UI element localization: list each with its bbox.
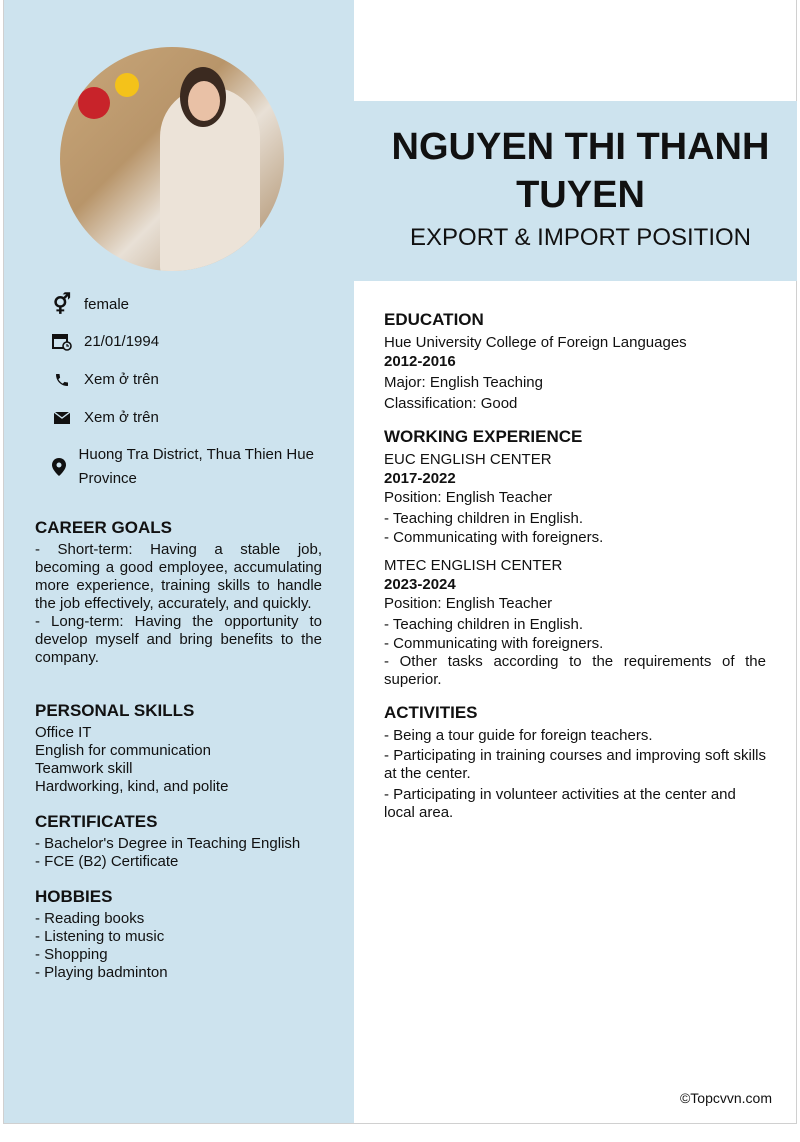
left-sidebar [4, 0, 354, 1123]
contact-gender [48, 292, 348, 317]
contact-phone [48, 368, 348, 392]
envelope-icon [48, 412, 76, 424]
cv-page [3, 0, 797, 1124]
education-classification: Classification: Good [384, 395, 518, 412]
birthday-value: 21/01/1994 [84, 333, 160, 350]
phone-icon [48, 372, 76, 388]
copyright-footer: ©Topcvvn.com [679, 1090, 772, 1106]
job-position: Position: English Teacher [384, 489, 553, 506]
job-company: EUC ENGLISH CENTER [384, 451, 552, 468]
education-heading: EDUCATION [384, 310, 484, 329]
profile-photo [60, 47, 284, 271]
photo-face [188, 81, 220, 121]
experience-section [384, 427, 766, 689]
photo-flower [115, 73, 139, 97]
activity-item: - Participating in training courses and improving soft skills at the center. [384, 747, 766, 782]
certificates-section [35, 812, 335, 871]
job-company: MTEC ENGLISH CENTER [384, 557, 563, 574]
location-pin-icon [48, 458, 71, 476]
contact-address [48, 443, 318, 491]
skill-item: English for communication [35, 742, 211, 759]
education-years: 2012-2016 [384, 353, 456, 370]
job-task: - Teaching children in English. [384, 510, 584, 527]
hobby-item: - Reading books [35, 910, 145, 927]
job-position: Position: English Teacher [384, 595, 553, 612]
certificates-heading: CERTIFICATES [35, 812, 158, 831]
education-major: Major: English Teaching [384, 374, 543, 391]
hobby-item: - Shopping [35, 946, 108, 963]
activity-item: - Being a tour guide for foreign teachers. [384, 727, 653, 744]
job-years: 2023-2024 [384, 576, 456, 593]
skill-item: Hardworking, kind, and polite [35, 778, 229, 795]
gender-icon: ⚥ [52, 294, 72, 316]
contact-email [48, 406, 348, 430]
activities-section [384, 703, 766, 822]
long-term-goal: - Long-term: Having the opportunity to develop myself and bring benefits to the company. [35, 613, 322, 666]
header-band [354, 101, 797, 281]
skill-item: Office IT [35, 724, 92, 741]
personal-skills-heading: PERSONAL SKILLS [35, 701, 195, 720]
photo-lantern [78, 87, 110, 119]
job-task: - Communicating with foreigners. [384, 635, 604, 652]
activity-item: - Participating in volunteer activities at the center and local area. [384, 786, 736, 821]
hobbies-section [35, 887, 335, 982]
gender-value: female [84, 295, 130, 313]
hobbies-heading: HOBBIES [35, 887, 113, 906]
calendar-icon [48, 333, 76, 351]
skill-item: Teamwork skill [35, 760, 133, 777]
school-name: Hue University College of Foreign Languages [384, 334, 687, 351]
candidate-name: NGUYEN THI THANH TUYEN [391, 126, 770, 216]
short-term-goal: - Short-term: Having a stable job, becoming a good employee, accumulating more experience, training skills to handle the job effectively, accurately, and quickly. [35, 541, 322, 612]
personal-skills-section [35, 701, 335, 796]
certificate-item: - FCE (B2) Certificate [35, 853, 179, 870]
hobby-item: - Listening to music [35, 928, 165, 945]
job-task: - Communicating with foreigners. [384, 529, 604, 546]
email-value: Xem ở trên [84, 409, 159, 426]
certificate-item: - Bachelor's Degree in Teaching English [35, 835, 301, 852]
job-task: - Teaching children in English. [384, 616, 584, 633]
job-entry [384, 450, 766, 547]
phone-value: Xem ở trên [84, 371, 159, 388]
address-value: Huong Tra District, Thua Thien Hue Province [78, 446, 314, 487]
contact-birthday [48, 330, 348, 354]
career-goals-section [35, 518, 322, 667]
hobby-item: - Playing badminton [35, 964, 168, 981]
desired-position: EXPORT & IMPORT POSITION [410, 224, 751, 251]
job-entry [384, 556, 766, 689]
activities-heading: ACTIVITIES [384, 703, 478, 722]
job-years: 2017-2022 [384, 470, 456, 487]
experience-heading: WORKING EXPERIENCE [384, 427, 583, 446]
education-section [384, 310, 766, 413]
career-goals-heading: CAREER GOALS [35, 518, 172, 537]
job-task: - Other tasks according to the requirements of the superior. [384, 653, 766, 688]
